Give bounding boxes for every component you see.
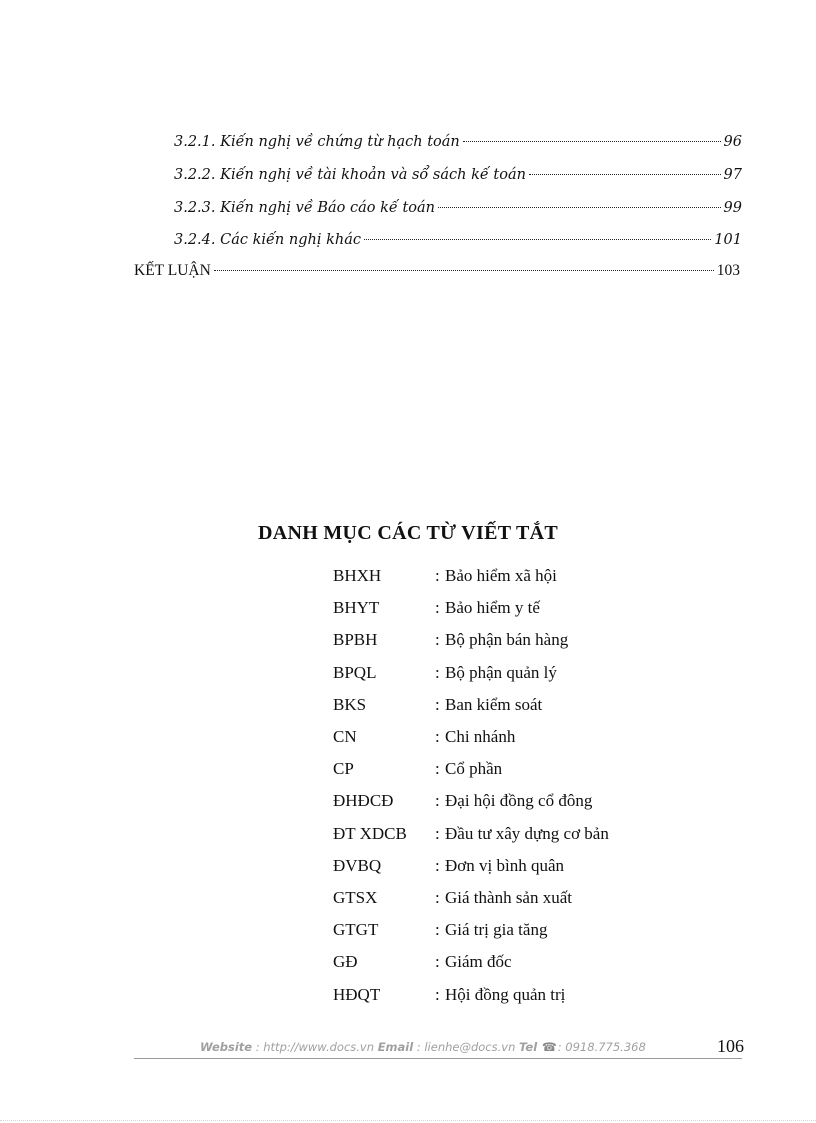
page-bottom-divider (0, 1120, 816, 1121)
abbreviation-row (333, 753, 609, 785)
toc-entry-title: 3.2.3. Kiến nghị về Báo cáo kế toán (174, 200, 435, 216)
abbreviation-term: GTGT (333, 920, 379, 940)
toc-entry-page: 101 (714, 232, 742, 248)
abbreviation-term: ĐVBQ (333, 855, 382, 875)
toc-entry-title: KẾT LUẬN (134, 262, 211, 279)
abbreviation-definition: Cổ phần (445, 759, 503, 779)
toc-entry-page: 103 (716, 262, 740, 279)
abbreviation-separator: : (435, 727, 440, 747)
abbreviations-list (333, 560, 609, 1011)
abbreviation-definition: Bảo hiểm y tế (445, 598, 540, 618)
tel-label: Tel (519, 1040, 538, 1054)
abbreviation-row (333, 882, 609, 914)
abbreviation-term: ĐT XDCB (333, 823, 407, 843)
abbreviation-row (333, 850, 609, 882)
toc-leader-dots (438, 207, 721, 208)
abbreviation-row (333, 592, 609, 624)
toc-leader-dots (529, 174, 721, 175)
abbreviation-definition: Đại hội đồng cổ đông (445, 791, 593, 811)
abbreviation-term: CP (333, 759, 354, 779)
abbreviation-separator: : (435, 630, 440, 650)
abbreviation-row (333, 785, 609, 817)
abbreviation-term: BPBH (333, 630, 378, 650)
abbreviation-term: BHYT (333, 598, 380, 618)
abbreviation-definition: Bảo hiểm xã hội (445, 566, 557, 586)
abbreviation-row (333, 721, 609, 753)
website-label: Website (200, 1040, 253, 1054)
abbreviation-separator: : (435, 694, 440, 714)
abbreviations-heading: DANH MỤC CÁC TỪ VIẾT TẮT (257, 522, 559, 544)
toc-entry-page: 97 (723, 167, 742, 183)
abbreviation-definition: Giám đốc (445, 952, 512, 972)
abbreviation-separator: : (435, 887, 440, 907)
abbreviation-row (333, 689, 609, 721)
toc-entry[interactable] (174, 200, 742, 222)
abbreviation-term: CN (333, 727, 357, 747)
abbreviation-definition: Giá trị gia tăng (445, 920, 548, 940)
footer-contact-line (200, 1040, 646, 1054)
abbreviation-row (333, 560, 609, 592)
abbreviation-row (333, 946, 609, 978)
phone-icon: ☎ (541, 1040, 557, 1054)
abbreviation-separator: : (435, 952, 440, 972)
toc-leader-dots (214, 270, 714, 271)
abbreviation-definition: Giá thành sản xuất (445, 887, 572, 907)
toc-entry-title: 3.2.1. Kiến nghị về chứng từ hạch toán (174, 134, 460, 150)
toc-leader-dots (463, 141, 721, 142)
abbreviation-separator: : (435, 662, 440, 682)
toc-leader-dots (364, 239, 711, 240)
abbreviation-definition: Đầu tư xây dựng cơ bản (445, 823, 609, 843)
toc-entry[interactable] (174, 232, 742, 254)
toc-entry-title: 3.2.4. Các kiến nghị khác (174, 232, 361, 248)
toc-entry[interactable] (174, 167, 742, 189)
tel-number: : 0918.775.368 (557, 1040, 646, 1054)
abbreviation-row (333, 818, 609, 850)
abbreviation-term: GTSX (333, 887, 378, 907)
abbreviation-term: GĐ (333, 952, 358, 972)
abbreviation-definition: Ban kiểm soát (445, 694, 543, 714)
abbreviation-separator: : (435, 823, 440, 843)
abbreviation-separator: : (435, 566, 440, 586)
abbreviation-separator: : (435, 598, 440, 618)
abbreviation-row (333, 978, 609, 1010)
toc-entry-page: 96 (723, 134, 742, 150)
abbreviation-definition: Chi nhánh (445, 727, 516, 747)
abbreviation-definition: Đơn vị bình quân (445, 855, 565, 875)
abbreviation-term: HĐQT (333, 984, 381, 1004)
abbreviation-definition: Bộ phận bán hàng (445, 630, 569, 650)
email-label: Email (377, 1040, 414, 1054)
abbreviation-term: ĐHĐCĐ (333, 791, 394, 811)
abbreviation-row (333, 657, 609, 689)
abbreviation-separator: : (435, 855, 440, 875)
abbreviation-separator: : (435, 920, 440, 940)
website-link[interactable]: : http://www.docs.vn (255, 1040, 375, 1054)
abbreviation-separator: : (435, 759, 440, 779)
abbreviation-term: BPQL (333, 662, 377, 682)
abbreviation-row (333, 624, 609, 656)
toc-entry-title: 3.2.2. Kiến nghị về tài khoản và sổ sách kế toán (174, 167, 526, 183)
abbreviation-definition: Bộ phận quản lý (445, 662, 557, 682)
abbreviation-row (333, 914, 609, 946)
email-link[interactable]: : lienhe@docs.vn (416, 1040, 516, 1054)
abbreviation-term: BKS (333, 694, 367, 714)
page-number: 106 (717, 1036, 744, 1056)
abbreviation-separator: : (435, 791, 440, 811)
toc-entry[interactable] (174, 134, 742, 156)
abbreviation-definition: Hội đồng quản trị (445, 984, 566, 1004)
toc-entry-conclusion[interactable] (134, 262, 740, 284)
page-footer (134, 1036, 742, 1059)
abbreviation-term: BHXH (333, 566, 382, 586)
toc-entry-page: 99 (723, 200, 742, 216)
abbreviation-separator: : (435, 984, 440, 1004)
